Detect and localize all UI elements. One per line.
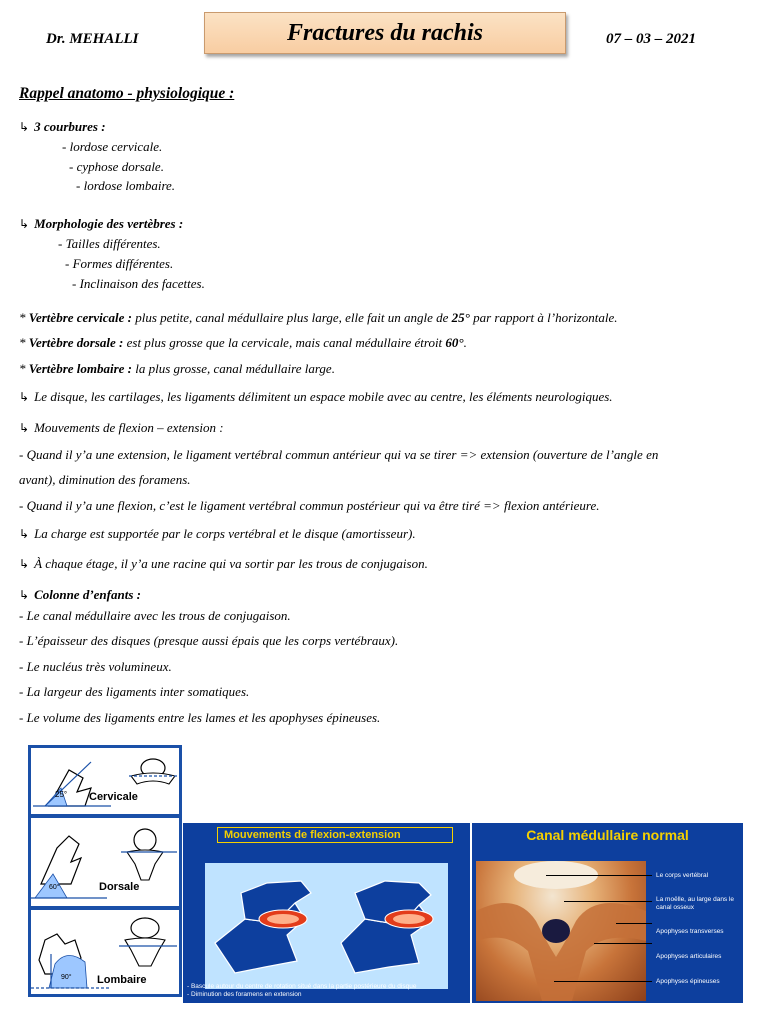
canal-medullaire-figure <box>472 823 743 1003</box>
pointer-line <box>546 875 652 876</box>
anatomy-label: Le corps vertébral <box>656 872 709 879</box>
enfants-item: - L’épaisseur des disques (presque aussi épais que les corps vertébraux). <box>19 633 399 648</box>
disque-text: ↳ Le disque, les cartilages, les ligaments délimitent un espace mobile avec au centre, les éléments neurologiques. <box>19 389 613 404</box>
anatomy-label: Apophyses transverses <box>656 928 724 935</box>
enfants-item: - Le nucléus très volumineux. <box>19 659 172 674</box>
anatomy-label: Apophyses articulaires <box>656 953 722 960</box>
courbure-item: - cyphose dorsale. <box>69 159 164 174</box>
angle-label: 60° <box>49 884 60 891</box>
anatomy-label: La moëlle, au large dans le <box>656 896 735 903</box>
arrow-bullet-icon: ↳ <box>19 120 30 134</box>
flexion-extension-figure <box>183 823 470 1003</box>
author: Dr. MEHALLI <box>46 31 139 47</box>
pointer-line <box>554 981 652 982</box>
lombaire-label: Lombaire <box>97 974 147 986</box>
courbure-item: - lordose lombaire. <box>76 178 176 193</box>
enfants-heading: ↳ Colonne d’enfants : <box>19 587 141 602</box>
arrow-bullet-icon: ↳ <box>19 527 30 541</box>
morphologie-item: - Tailles différentes. <box>58 236 161 251</box>
dorsal-diagram <box>31 818 179 906</box>
mouvements-heading: ↳ Mouvements de flexion – extension : <box>19 420 224 435</box>
vertebre-lombaire: * Vertèbre lombaire : la plus grosse, canal médullaire large. <box>19 361 335 376</box>
lumbar-diagram <box>31 910 179 994</box>
courbures-heading: ↳ 3 courbures : <box>19 119 106 134</box>
pointer-line <box>564 901 652 902</box>
angle-label: 90° <box>61 974 72 981</box>
dorsale-label: Dorsale <box>99 881 140 893</box>
section-title: Rappel anatomo - physiologique : <box>19 85 235 102</box>
pointer-line <box>594 943 652 944</box>
document-title: Fractures du rachis <box>204 12 566 54</box>
caption-line: - Bascule autour du centre de rotation situé dans la partie postérieure du disque <box>187 983 417 990</box>
enfants-item: - Le volume des ligaments entre les lames et les apophyses épineuses. <box>19 710 381 725</box>
extension-text: - Quand il y’a une extension, le ligament vertébral commun antérieur qui va se tirer => extension (ouverture de l’angle en <box>19 447 659 462</box>
enfants-item: - La largeur des ligaments inter somatiques. <box>19 684 250 699</box>
anatomy-label: canal osseux <box>656 904 694 911</box>
arrow-bullet-icon: ↳ <box>19 557 30 571</box>
cervicale-label: Cervicale <box>89 791 138 803</box>
cervical-diagram <box>31 748 179 814</box>
caption-line: - Diminution des foramens en extension <box>187 991 302 998</box>
arrow-bullet-icon: ↳ <box>19 217 30 231</box>
arrow-bullet-icon: ↳ <box>19 421 30 435</box>
flexion-text: - Quand il y’a une flexion, c’est le ligament vertébral commun postérieur qui va être tiré => flexion antérieure. <box>19 498 600 513</box>
arrow-bullet-icon: ↳ <box>19 390 30 404</box>
cervical-vertebra-drawing <box>31 748 179 814</box>
morphologie-heading: ↳ Morphologie des vertèbres : <box>19 216 184 231</box>
charge-text: ↳ La charge est supportée par le corps vertébral et le disque (amortisseur). <box>19 526 416 541</box>
flexion-extension-diagram <box>205 863 448 989</box>
vertebre-dorsale: * Vertèbre dorsale : est plus grosse que la cervicale, mais canal médullaire étroit 60°. <box>19 335 467 350</box>
extension-text-cont: avant), diminution des foramens. <box>19 472 191 487</box>
morphologie-item: - Formes différentes. <box>65 256 174 271</box>
vertebra-angles-figure <box>28 745 182 997</box>
angle-label: 25° <box>55 790 68 799</box>
arrow-bullet-icon: ↳ <box>19 588 30 602</box>
vertebre-cervicale: * Vertèbre cervicale : plus petite, canal médullaire plus large, elle fait un angle de 25° par rapport à l’horizontale. <box>19 310 618 325</box>
pointer-line <box>616 923 652 924</box>
anatomy-label: Apophyses épineuses <box>656 978 720 985</box>
extension-vertebrae <box>215 881 311 973</box>
anatomy-photo <box>476 861 646 1001</box>
racine-text: ↳ À chaque étage, il y’a une racine qui va sortir par les trous de conjugaison. <box>19 556 428 571</box>
courbure-item: - lordose cervicale. <box>62 139 163 154</box>
canal-title: Canal médullaire normal <box>526 827 689 843</box>
date: 07 – 03 – 2021 <box>606 31 696 47</box>
morphologie-item: - Inclinaison des facettes. <box>72 276 205 291</box>
flexion-extension-title: Mouvements de flexion-extension <box>217 827 453 843</box>
enfants-item: - Le canal médullaire avec les trous de conjugaison. <box>19 608 291 623</box>
vertebra-photo-drawing <box>476 861 646 1001</box>
spine-motion-drawing <box>205 863 448 989</box>
